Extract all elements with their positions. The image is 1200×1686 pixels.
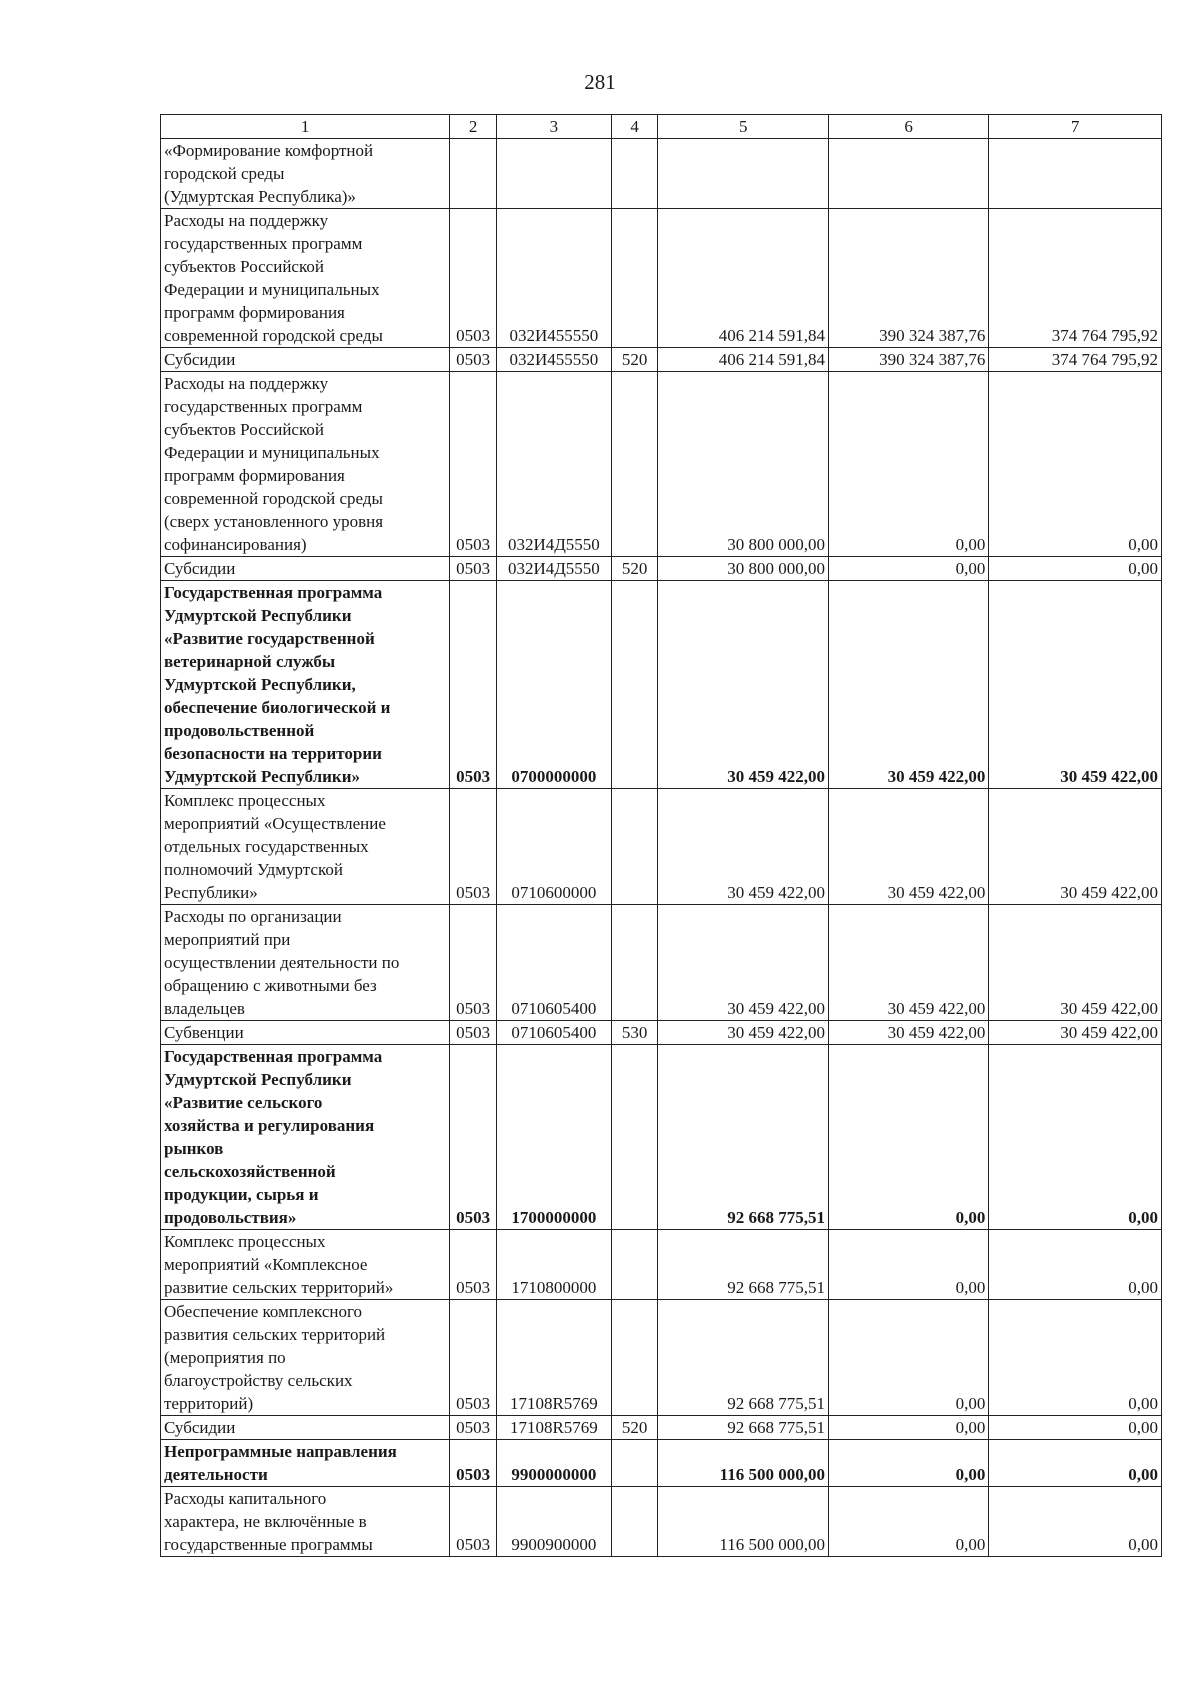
cell-amount-year-3: 0,00 <box>989 1440 1162 1487</box>
cell-section: 0503 <box>450 348 497 372</box>
cell-amount-year-3: 30 459 422,00 <box>989 1021 1162 1045</box>
cell-name-line: мероприятий «Комплексное <box>164 1255 368 1274</box>
cell-amount-year-1: 406 214 591,84 <box>658 209 829 348</box>
cell-section: 0503 <box>450 905 497 1021</box>
cell-amount-year-2: 30 459 422,00 <box>828 581 988 789</box>
cell-name-line: мероприятий «Осуществление <box>164 814 386 833</box>
cell-amount-year-1: 92 668 775,51 <box>658 1045 829 1230</box>
cell-section: 0503 <box>450 1045 497 1230</box>
cell-name-line: современной городской среды <box>164 489 383 508</box>
cell-name <box>161 1440 450 1487</box>
cell-amount-year-2: 390 324 387,76 <box>828 348 988 372</box>
cell-name-line: субъектов Российской <box>164 257 324 276</box>
cell-target-article: 0710600000 <box>497 789 612 905</box>
cell-expense-type: 530 <box>611 1021 658 1045</box>
cell-expense-type: 520 <box>611 348 658 372</box>
cell-section: 0503 <box>450 789 497 905</box>
cell-name-line: софинансирования) <box>164 535 307 554</box>
cell-name-line: Федерации и муниципальных <box>164 443 380 462</box>
cell-name-line: Комплекс процессных <box>164 791 326 810</box>
cell-amount-year-3: 0,00 <box>989 1045 1162 1230</box>
cell-name-line: Расходы по организации <box>164 907 342 926</box>
cell-amount-year-2: 0,00 <box>828 1440 988 1487</box>
cell-section: 0503 <box>450 1021 497 1045</box>
column-header: 2 <box>450 115 497 139</box>
page-number: 281 <box>584 70 616 94</box>
cell-target-article: 032И4Д5550 <box>497 372 612 557</box>
table-row <box>161 372 1162 557</box>
table-row <box>161 1440 1162 1487</box>
cell-name-line: обеспечение биологической и <box>164 698 391 717</box>
cell-amount-year-1: 30 459 422,00 <box>658 789 829 905</box>
cell-name-line: Субсидии <box>164 1418 236 1437</box>
cell-amount-year-1: 116 500 000,00 <box>658 1440 829 1487</box>
budget-table <box>160 114 1162 1557</box>
cell-target-article: 032И455550 <box>497 209 612 348</box>
cell-name <box>161 139 450 209</box>
column-header: 6 <box>828 115 988 139</box>
cell-section: 0503 <box>450 1300 497 1416</box>
cell-name-line: программ формирования <box>164 303 345 322</box>
cell-name-line: Удмуртской Республики <box>164 1070 352 1089</box>
cell-name-line: благоустройству сельских <box>164 1371 353 1390</box>
cell-amount-year-2: 0,00 <box>828 557 988 581</box>
cell-target-article: 17108R5769 <box>497 1416 612 1440</box>
table-row <box>161 1230 1162 1300</box>
cell-name-line: Государственная программа <box>164 583 383 602</box>
cell-expense-type <box>611 372 658 557</box>
table-row <box>161 789 1162 905</box>
cell-expense-type <box>611 581 658 789</box>
cell-name-line: «Формирование комфортной <box>164 141 374 160</box>
table-row <box>161 209 1162 348</box>
cell-name-line: владельцев <box>164 999 245 1018</box>
table-row <box>161 1045 1162 1230</box>
cell-amount-year-2: 30 459 422,00 <box>828 1021 988 1045</box>
cell-section: 0503 <box>450 1440 497 1487</box>
cell-amount-year-1: 92 668 775,51 <box>658 1300 829 1416</box>
cell-name-line: развития сельских территорий <box>164 1325 386 1344</box>
cell-target-article: 032И4Д5550 <box>497 557 612 581</box>
cell-target-article: 032И455550 <box>497 348 612 372</box>
cell-name <box>161 209 450 348</box>
cell-amount-year-3: 30 459 422,00 <box>989 581 1162 789</box>
cell-amount-year-3: 30 459 422,00 <box>989 789 1162 905</box>
column-header: 5 <box>658 115 829 139</box>
cell-name-line: продовольствия» <box>164 1208 297 1227</box>
cell-name-line: Удмуртской Республики <box>164 606 352 625</box>
cell-name-line: Субсидии <box>164 350 236 369</box>
cell-name-line: развитие сельских территорий» <box>164 1278 394 1297</box>
cell-name-line: деятельности <box>164 1465 268 1484</box>
cell-section: 0503 <box>450 209 497 348</box>
cell-amount-year-2 <box>828 139 988 209</box>
cell-name-line: продукции, сырья и <box>164 1185 319 1204</box>
cell-name <box>161 557 450 581</box>
cell-section: 0503 <box>450 581 497 789</box>
cell-amount-year-2: 0,00 <box>828 1487 988 1557</box>
cell-section: 0503 <box>450 1416 497 1440</box>
cell-name-line: обращению с животными без <box>164 976 377 995</box>
cell-name-line: Комплекс процессных <box>164 1232 326 1251</box>
cell-name-line: Субвенции <box>164 1023 244 1042</box>
cell-expense-type: 520 <box>611 557 658 581</box>
cell-name <box>161 1300 450 1416</box>
cell-name-line: хозяйства и регулирования <box>164 1116 375 1135</box>
cell-amount-year-1: 30 459 422,00 <box>658 905 829 1021</box>
cell-section: 0503 <box>450 557 497 581</box>
cell-amount-year-3: 0,00 <box>989 1230 1162 1300</box>
cell-name-line: безопасности на территории <box>164 744 382 763</box>
cell-name-line: государственные программы <box>164 1535 373 1554</box>
cell-amount-year-3: 0,00 <box>989 1487 1162 1557</box>
cell-expense-type <box>611 905 658 1021</box>
cell-amount-year-2: 0,00 <box>828 372 988 557</box>
column-header: 4 <box>611 115 658 139</box>
cell-name-line: рынков <box>164 1139 224 1158</box>
cell-name-line: Удмуртской Республики» <box>164 767 360 786</box>
cell-amount-year-2: 30 459 422,00 <box>828 905 988 1021</box>
cell-target-article <box>497 139 612 209</box>
cell-name-line: Субсидии <box>164 559 236 578</box>
cell-amount-year-1: 30 459 422,00 <box>658 581 829 789</box>
cell-name-line: (сверх установленного уровня <box>164 512 384 531</box>
cell-name-line: городской среды <box>164 164 285 183</box>
cell-amount-year-3 <box>989 139 1162 209</box>
cell-name <box>161 372 450 557</box>
cell-name-line: программ формирования <box>164 466 345 485</box>
cell-name <box>161 789 450 905</box>
cell-name-line: Федерации и муниципальных <box>164 280 380 299</box>
cell-amount-year-3: 0,00 <box>989 372 1162 557</box>
cell-expense-type <box>611 789 658 905</box>
cell-name-line: Расходы на поддержку <box>164 374 329 393</box>
cell-amount-year-1: 30 800 000,00 <box>658 557 829 581</box>
cell-expense-type <box>611 139 658 209</box>
cell-amount-year-2: 0,00 <box>828 1300 988 1416</box>
cell-name-line: территорий) <box>164 1394 254 1413</box>
cell-name <box>161 1021 450 1045</box>
table-row <box>161 139 1162 209</box>
cell-amount-year-1: 92 668 775,51 <box>658 1230 829 1300</box>
table-row <box>161 581 1162 789</box>
cell-amount-year-2: 0,00 <box>828 1230 988 1300</box>
table-row <box>161 1300 1162 1416</box>
cell-section: 0503 <box>450 1487 497 1557</box>
cell-name-line: сельскохозяйственной <box>164 1162 336 1181</box>
cell-amount-year-1 <box>658 139 829 209</box>
cell-amount-year-1: 406 214 591,84 <box>658 348 829 372</box>
header-row <box>161 115 1162 139</box>
cell-target-article: 1700000000 <box>497 1045 612 1230</box>
cell-name-line: (Удмуртская Республика)» <box>164 187 356 206</box>
cell-section <box>450 139 497 209</box>
table-row <box>161 348 1162 372</box>
cell-target-article: 9900000000 <box>497 1440 612 1487</box>
cell-name-line: Расходы капитального <box>164 1489 327 1508</box>
cell-target-article: 1710800000 <box>497 1230 612 1300</box>
cell-name <box>161 581 450 789</box>
cell-amount-year-1: 116 500 000,00 <box>658 1487 829 1557</box>
table-body <box>161 139 1162 1557</box>
cell-amount-year-1: 92 668 775,51 <box>658 1416 829 1440</box>
cell-expense-type <box>611 1440 658 1487</box>
cell-name-line: (мероприятия по <box>164 1348 286 1367</box>
cell-amount-year-1: 30 459 422,00 <box>658 1021 829 1045</box>
column-header: 3 <box>497 115 612 139</box>
cell-name-line: продовольственной <box>164 721 315 740</box>
cell-name-line: субъектов Российской <box>164 420 324 439</box>
cell-name-line: Непрограммные направления <box>164 1442 397 1461</box>
cell-name-line: осуществлении деятельности по <box>164 953 400 972</box>
cell-name <box>161 1416 450 1440</box>
cell-name-line: Удмуртской Республики, <box>164 675 356 694</box>
cell-amount-year-3: 0,00 <box>989 1300 1162 1416</box>
cell-amount-year-3: 0,00 <box>989 1416 1162 1440</box>
cell-expense-type <box>611 1300 658 1416</box>
cell-name <box>161 348 450 372</box>
cell-name-line: государственных программ <box>164 234 363 253</box>
cell-amount-year-2: 0,00 <box>828 1045 988 1230</box>
table-row <box>161 905 1162 1021</box>
cell-target-article: 17108R5769 <box>497 1300 612 1416</box>
cell-name-line: мероприятий при <box>164 930 291 949</box>
cell-target-article: 0710605400 <box>497 1021 612 1045</box>
cell-expense-type <box>611 209 658 348</box>
column-header: 7 <box>989 115 1162 139</box>
cell-name-line: современной городской среды <box>164 326 383 345</box>
cell-expense-type: 520 <box>611 1416 658 1440</box>
table-row <box>161 1416 1162 1440</box>
cell-amount-year-1: 30 800 000,00 <box>658 372 829 557</box>
cell-expense-type <box>611 1487 658 1557</box>
cell-target-article: 0700000000 <box>497 581 612 789</box>
cell-name-line: характера, не включённые в <box>164 1512 367 1531</box>
cell-expense-type <box>611 1045 658 1230</box>
cell-target-article: 9900900000 <box>497 1487 612 1557</box>
cell-amount-year-2: 30 459 422,00 <box>828 789 988 905</box>
cell-amount-year-2: 0,00 <box>828 1416 988 1440</box>
cell-section: 0503 <box>450 372 497 557</box>
cell-amount-year-3: 0,00 <box>989 557 1162 581</box>
cell-name-line: Республики» <box>164 883 258 902</box>
cell-name <box>161 1230 450 1300</box>
cell-name-line: полномочий Удмуртской <box>164 860 343 879</box>
cell-name-line: Обеспечение комплексного <box>164 1302 363 1321</box>
cell-amount-year-3: 374 764 795,92 <box>989 209 1162 348</box>
column-header: 1 <box>161 115 450 139</box>
table-row <box>161 1487 1162 1557</box>
cell-name <box>161 905 450 1021</box>
cell-name-line: отдельных государственных <box>164 837 369 856</box>
table-row <box>161 1021 1162 1045</box>
cell-name-line: «Развитие сельского <box>164 1093 323 1112</box>
cell-amount-year-3: 30 459 422,00 <box>989 905 1162 1021</box>
cell-name-line: ветеринарной службы <box>164 652 336 671</box>
cell-amount-year-2: 390 324 387,76 <box>828 209 988 348</box>
cell-name-line: «Развитие государственной <box>164 629 375 648</box>
cell-expense-type <box>611 1230 658 1300</box>
cell-name-line: Государственная программа <box>164 1047 383 1066</box>
cell-amount-year-3: 374 764 795,92 <box>989 348 1162 372</box>
cell-name <box>161 1045 450 1230</box>
table-row <box>161 557 1162 581</box>
cell-section: 0503 <box>450 1230 497 1300</box>
cell-name-line: государственных программ <box>164 397 363 416</box>
cell-name-line: Расходы на поддержку <box>164 211 329 230</box>
cell-target-article: 0710605400 <box>497 905 612 1021</box>
cell-name <box>161 1487 450 1557</box>
